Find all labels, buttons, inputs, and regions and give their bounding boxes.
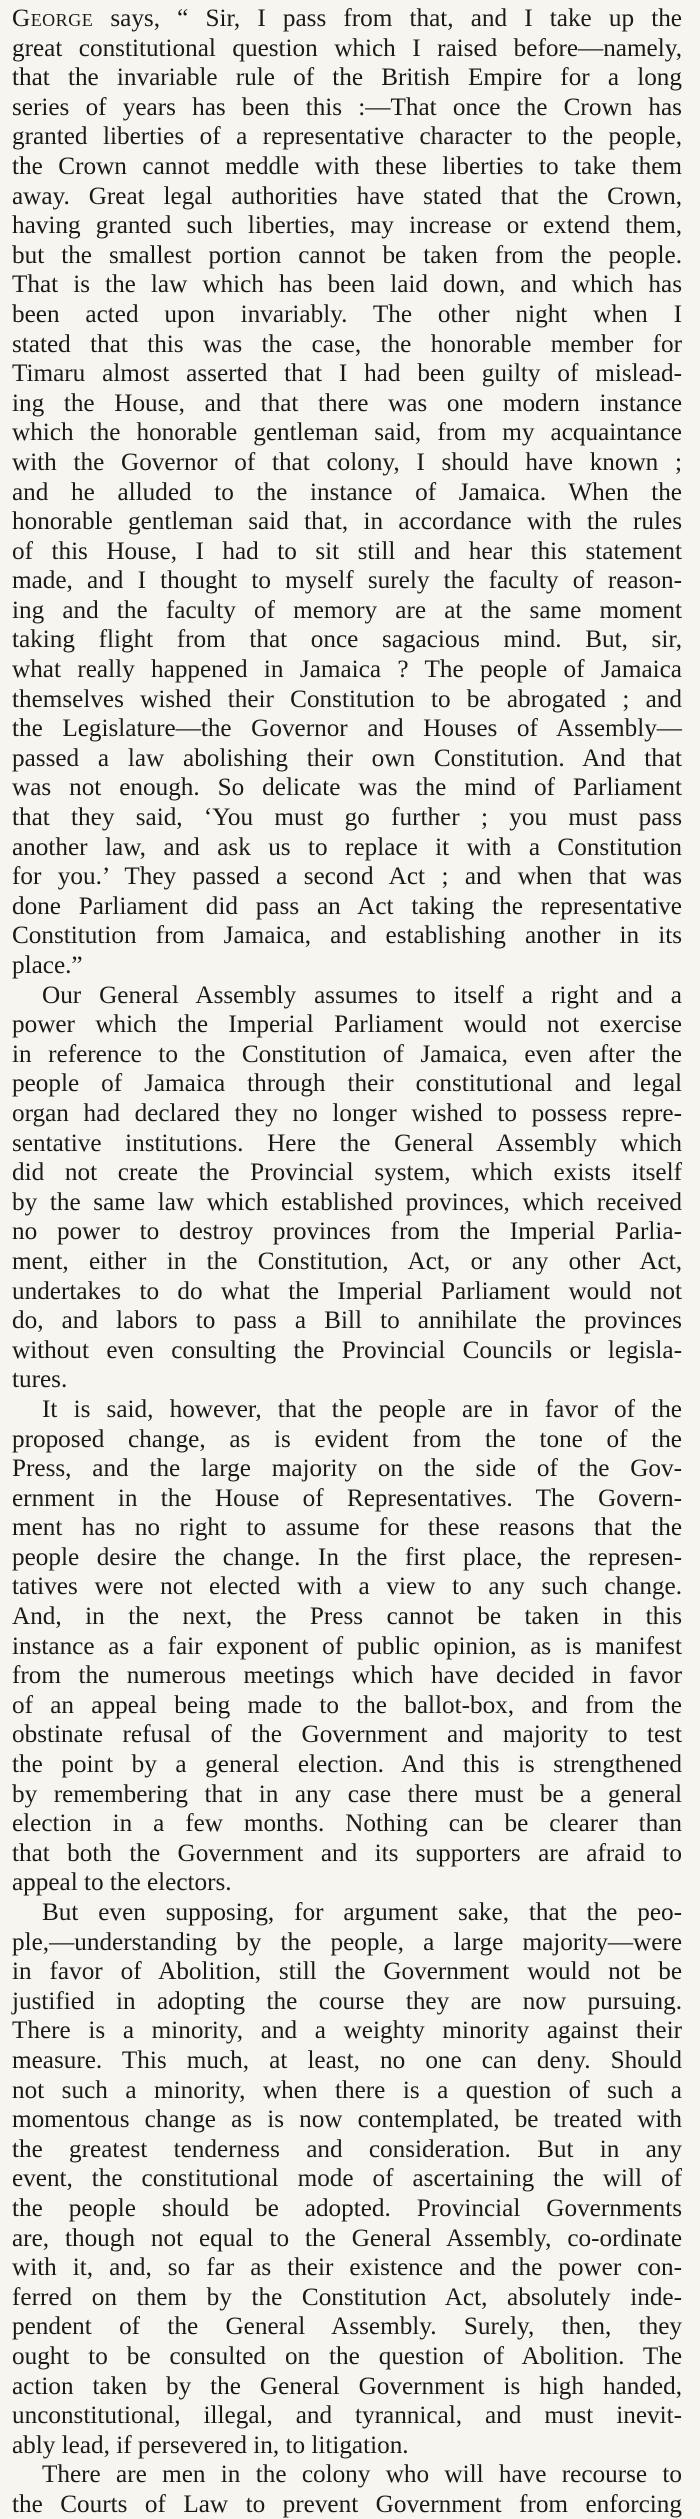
text-line: appeal to the electors. (12, 1869, 232, 1897)
text-line: obstinate refusal of the Government and majority to test (12, 1721, 682, 1749)
text-line: ment has no right to assume for these reasons that the (12, 1514, 682, 1542)
paragraph-1 (12, 4, 682, 981)
text-line: action taken by the General Government is high handed, (12, 2372, 682, 2400)
text-line: But even supposing, for argument sake, that the peo- (42, 1899, 682, 1926)
text-line: honorable gentleman said that, in accordance with the rules (12, 508, 682, 536)
text-line: by the same law which established provinces, which received (12, 1188, 682, 1216)
text-line: was not enough. So delicate was the mind of Parliament (12, 774, 682, 802)
text-line: no power to destroy provinces from the Imperial Parlia- (12, 1218, 682, 1246)
text-line: election in a few months. Nothing can be clearer than (12, 1810, 682, 1838)
text-line: ple,—understanding by the people, a large majority—were (12, 1928, 682, 1956)
text-line: Constitution from Jamaica, and establishing another in its (12, 922, 682, 950)
text-line: Timaru almost asserted that I had been guilty of mislead- (12, 360, 682, 388)
text-line: done Parliament did pass an Act taking the representative (12, 892, 682, 920)
text-line: that they said, ‘You must go further ; you must pass (12, 804, 682, 832)
text-line: ought to be consulted on the question of Abolition. The (12, 2342, 682, 2370)
text-line: the Crown cannot meddle with these liberties to take them (12, 152, 682, 180)
text-line: the Courts of Law to prevent Government from enforcing (12, 2490, 682, 2518)
text-line: measure. This much, at least, no one can deny. Should (12, 2046, 682, 2074)
text-line: event, the constitutional mode of ascertaining the will of (12, 2165, 682, 2193)
text-line: ably lead, if persevered in, to litigation. (12, 2431, 409, 2459)
text-line: which the honorable gentleman said, from my acquaintance (12, 419, 682, 447)
text-line: the Legislature—the Governor and Houses of Assembly— (12, 715, 682, 743)
text-line: what really happened in Jamaica ? The people of Jamaica (12, 656, 682, 684)
text-line: the people should be adopted. Provincial Governments (12, 2194, 682, 2222)
text-line: with the Governor of that colony, I should have known ; (12, 448, 682, 476)
text-line: It is said, however, that the people are in favor of the (42, 1395, 682, 1423)
text-line: in favor of Abolition, still the Government would not be (12, 1958, 682, 1986)
text-line: tures. (12, 1366, 68, 1394)
text-line: passed a law abolishing their own Constitution. And that (12, 744, 682, 772)
text-line: another law, and ask us to replace it with a Constitution (12, 833, 682, 861)
text-line: instance as a fair exponent of public opinion, as is manifest (12, 1632, 682, 1660)
text-line: unconstitutional, illegal, and tyrannical, and must inevit- (12, 2402, 682, 2430)
text-line: There are men in the colony who will have recourse to (42, 2461, 682, 2489)
text-line: granted liberties of a representative character to the people, (12, 123, 682, 151)
text-line: And, in the next, the Press cannot be taken in this (12, 1603, 682, 1631)
paragraph-5 (12, 2460, 682, 2519)
text-line: away. Great legal authorities have stated that the Crown, (12, 182, 682, 210)
text-line: justified in adopting the course they are now pursuing. (12, 1987, 682, 2015)
text-line: series of years has been this :—That once the Crown has (12, 93, 682, 121)
text-line: ernment in the House of Representatives. The Govern- (12, 1484, 682, 1512)
text-line: that both the Government and its supporters are afraid to (12, 1839, 682, 1867)
text-line: been acted upon invariably. The other night when I (12, 300, 682, 328)
text-line: momentous change as is now contemplated, be treated with (12, 2106, 682, 2134)
text-line: themselves wished their Constitution to be abrogated ; and (12, 685, 682, 713)
text-line: having granted such liberties, may increase or extend them, (12, 212, 682, 240)
text-line: people of Jamaica through their constitutional and legal (12, 1070, 682, 1098)
text-line: in reference to the Constitution of Jamaica, even after the (12, 1040, 682, 1068)
text-line: sentative institutions. Here the General Assembly which (12, 1129, 682, 1157)
text-line: ing the House, and that there was one modern instance (12, 389, 682, 417)
text-line: without even consulting the Provincial Councils or legisla- (12, 1336, 682, 1364)
text-line: from the numerous meetings which have decided in favor (12, 1662, 682, 1690)
text-line: but the smallest portion cannot be taken from the people. (12, 241, 682, 269)
paragraph-2 (12, 981, 682, 1395)
speaker-name: George (12, 5, 94, 32)
text-line: of this House, I had to sit still and hear this statement (12, 537, 682, 565)
text-line: organ had declared they no longer wished to possess repre- (12, 1099, 682, 1127)
text-line: place.” (12, 952, 83, 979)
text-line: ferred on them by the Constitution Act, absolutely inde- (12, 2283, 682, 2311)
text-line: do, and labors to pass a Bill to annihilate the provinces (12, 1307, 682, 1335)
text-line: with it, and, so far as their existence and the power con- (12, 2254, 682, 2282)
text-line: proposed change, as is evident from the tone of the (12, 1425, 682, 1453)
text-line: made, and I thought to myself surely the faculty of reason- (12, 567, 682, 595)
text-line (12, 4, 682, 34)
text-line: of an appeal being made to the ballot-box, and from the (12, 1691, 682, 1719)
text-line: that the invariable rule of the British Empire for a long (12, 64, 682, 92)
text-line: did not create the Provincial system, which exists itself (12, 1159, 682, 1187)
paragraph-4 (12, 1898, 682, 2460)
text-line: are, though not equal to the General Assembly, co-ordinate (12, 2224, 682, 2252)
text-line: ment, either in the Constitution, Act, or any other Act, (12, 1247, 682, 1275)
text-line: There is a minority, and a weighty minority against their (12, 2017, 682, 2045)
text-line: Press, and the large majority on the side of the Gov- (12, 1455, 682, 1483)
text-line: the greatest tenderness and consideration. But in any (12, 2135, 682, 2163)
text-line: Our General Assembly assumes to itself a right and a (42, 981, 682, 1009)
text-line-content: says, “ Sir, I pass from that, and I take up the (93, 5, 682, 32)
text-line: by remembering that in any case there must be a general (12, 1780, 682, 1808)
text-line: ing and the faculty of memory are at the same moment (12, 596, 682, 624)
text-line: pendent of the General Assembly. Surely, then, they (12, 2313, 682, 2341)
text-line: stated that this was the case, the honorable member for (12, 330, 682, 358)
text-line: people desire the change. In the first place, the represen- (12, 1543, 682, 1571)
text-line: That is the law which has been laid down, and which has (12, 271, 682, 299)
text-line: great constitutional question which I raised before—namely, (12, 34, 682, 62)
text-line: power which the Imperial Parliament would not exercise (12, 1011, 682, 1039)
text-line: undertakes to do what the Imperial Parliament would not (12, 1277, 682, 1305)
text-line: for you.’ They passed a second Act ; and when that was (12, 863, 682, 891)
text-line: the point by a general election. And this is strengthened (12, 1751, 682, 1779)
text-line: tatives were not elected with a view to any such change. (12, 1573, 682, 1601)
text-line: and he alluded to the instance of Jamaica. When the (12, 478, 682, 506)
paragraph-3 (12, 1395, 682, 1898)
text-line: taking flight from that once sagacious mind. But, sir, (12, 626, 682, 654)
text-line: not such a minority, when there is a question of such a (12, 2076, 682, 2104)
